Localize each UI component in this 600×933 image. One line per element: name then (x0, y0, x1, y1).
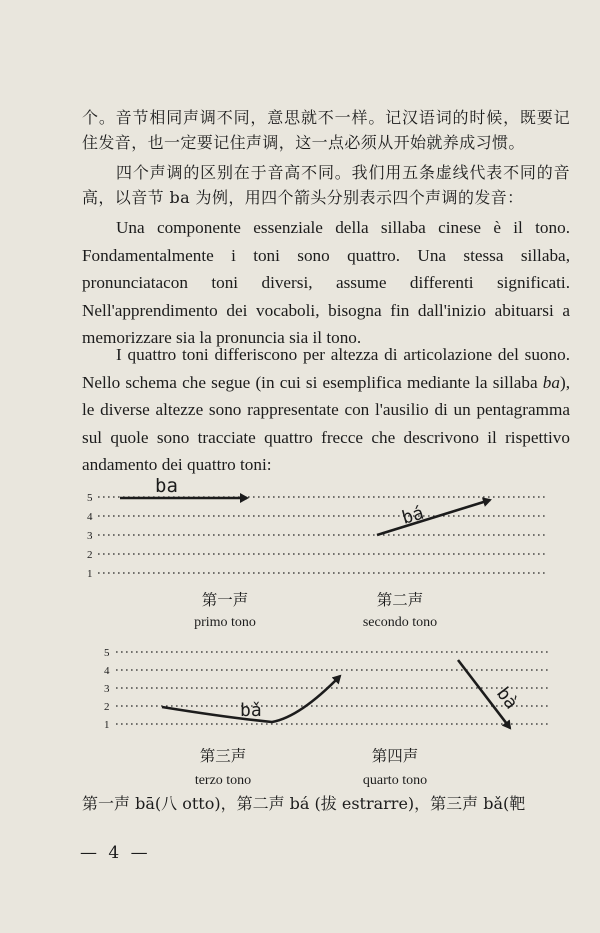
staff-number-4: 4 (104, 665, 110, 677)
staff-number-1: 1 (104, 719, 110, 731)
staff-number-5: 5 (104, 647, 110, 659)
tone1-caption-zh: 第一声 (201, 592, 249, 609)
tone2-caption-zh: 第二声 (376, 592, 424, 609)
upper-staff-numbers (87, 492, 93, 580)
staff-number-2: 2 (87, 549, 93, 561)
tone4-syllable: bà (492, 683, 522, 714)
italian-paragraph-1-text: Una componente essenziale della sillaba cinese è il tono. Fondamentalmente i toni sono quattro. Una stessa sillaba, pronunciatacon toni diversi, assume differenti significati. Nell'apprendimento dei vocaboli, bisogna fin dall'inizio abituarsi a memorizzare sia la pronuncia sia il tono. (82, 218, 570, 347)
staff-number-1: 1 (87, 568, 93, 580)
tone2-syllable: bá (399, 502, 427, 529)
staff-number-3: 3 (104, 683, 110, 695)
staff-number-3: 3 (87, 530, 93, 542)
italian-paragraph-2-text-a: I quattro toni differiscono per altezza di articolazione del suono. Nello schema che segue (in cui si esemplifica mediante la sillaba (82, 345, 570, 392)
tone1-caption-it: primo tono (194, 615, 256, 630)
chinese-paragraph-1: 个。音节相同声调不同，意思就不一样。记汉语词的时候，既要记住发音，也一定要记住声调，这一点必须从开始就养成习惯。 (82, 108, 570, 152)
tone1-syllable: ba (155, 475, 178, 497)
lower-staff-numbers (104, 647, 110, 731)
tone3-syllable: bǎ (240, 700, 262, 721)
tone3-caption-zh: 第三声 (199, 748, 247, 765)
tone4-caption-zh: 第四声 (371, 748, 419, 765)
staff-number-2: 2 (104, 701, 110, 713)
staff-number-5: 5 (87, 492, 93, 504)
tone4-caption-it: quarto tono (362, 773, 428, 788)
upper-staff (98, 497, 548, 573)
lower-staff (116, 652, 548, 724)
chinese-paragraph-2: 四个声调的区别在于音高不同。我们用五条虚线代表不同的音高，以音节 ba 为例，用四个箭头分别表示四个声调的发音： (82, 163, 570, 207)
tone2-arrow (377, 500, 490, 535)
tone2-caption-it: secondo tono (362, 615, 438, 630)
italian-paragraph-2-text-b: ), le diverse altezze sono rappresentate con l'ausilio di un pentagramma sul quole sono tracciate quattro frecce che descrivono il rispettivo andamento dei quattro toni: (82, 372, 570, 474)
page-number: — 4 — (80, 843, 151, 863)
staff-number-4: 4 (87, 511, 93, 523)
tone3-caption-it: terzo tono (194, 773, 252, 788)
italian-paragraph-2-ba: ba (542, 372, 560, 392)
tone-examples-line: 第一声 bā(八 otto)，第二声 bá (拔 estrarre)，第三声 bǎ(靶 (82, 794, 526, 813)
